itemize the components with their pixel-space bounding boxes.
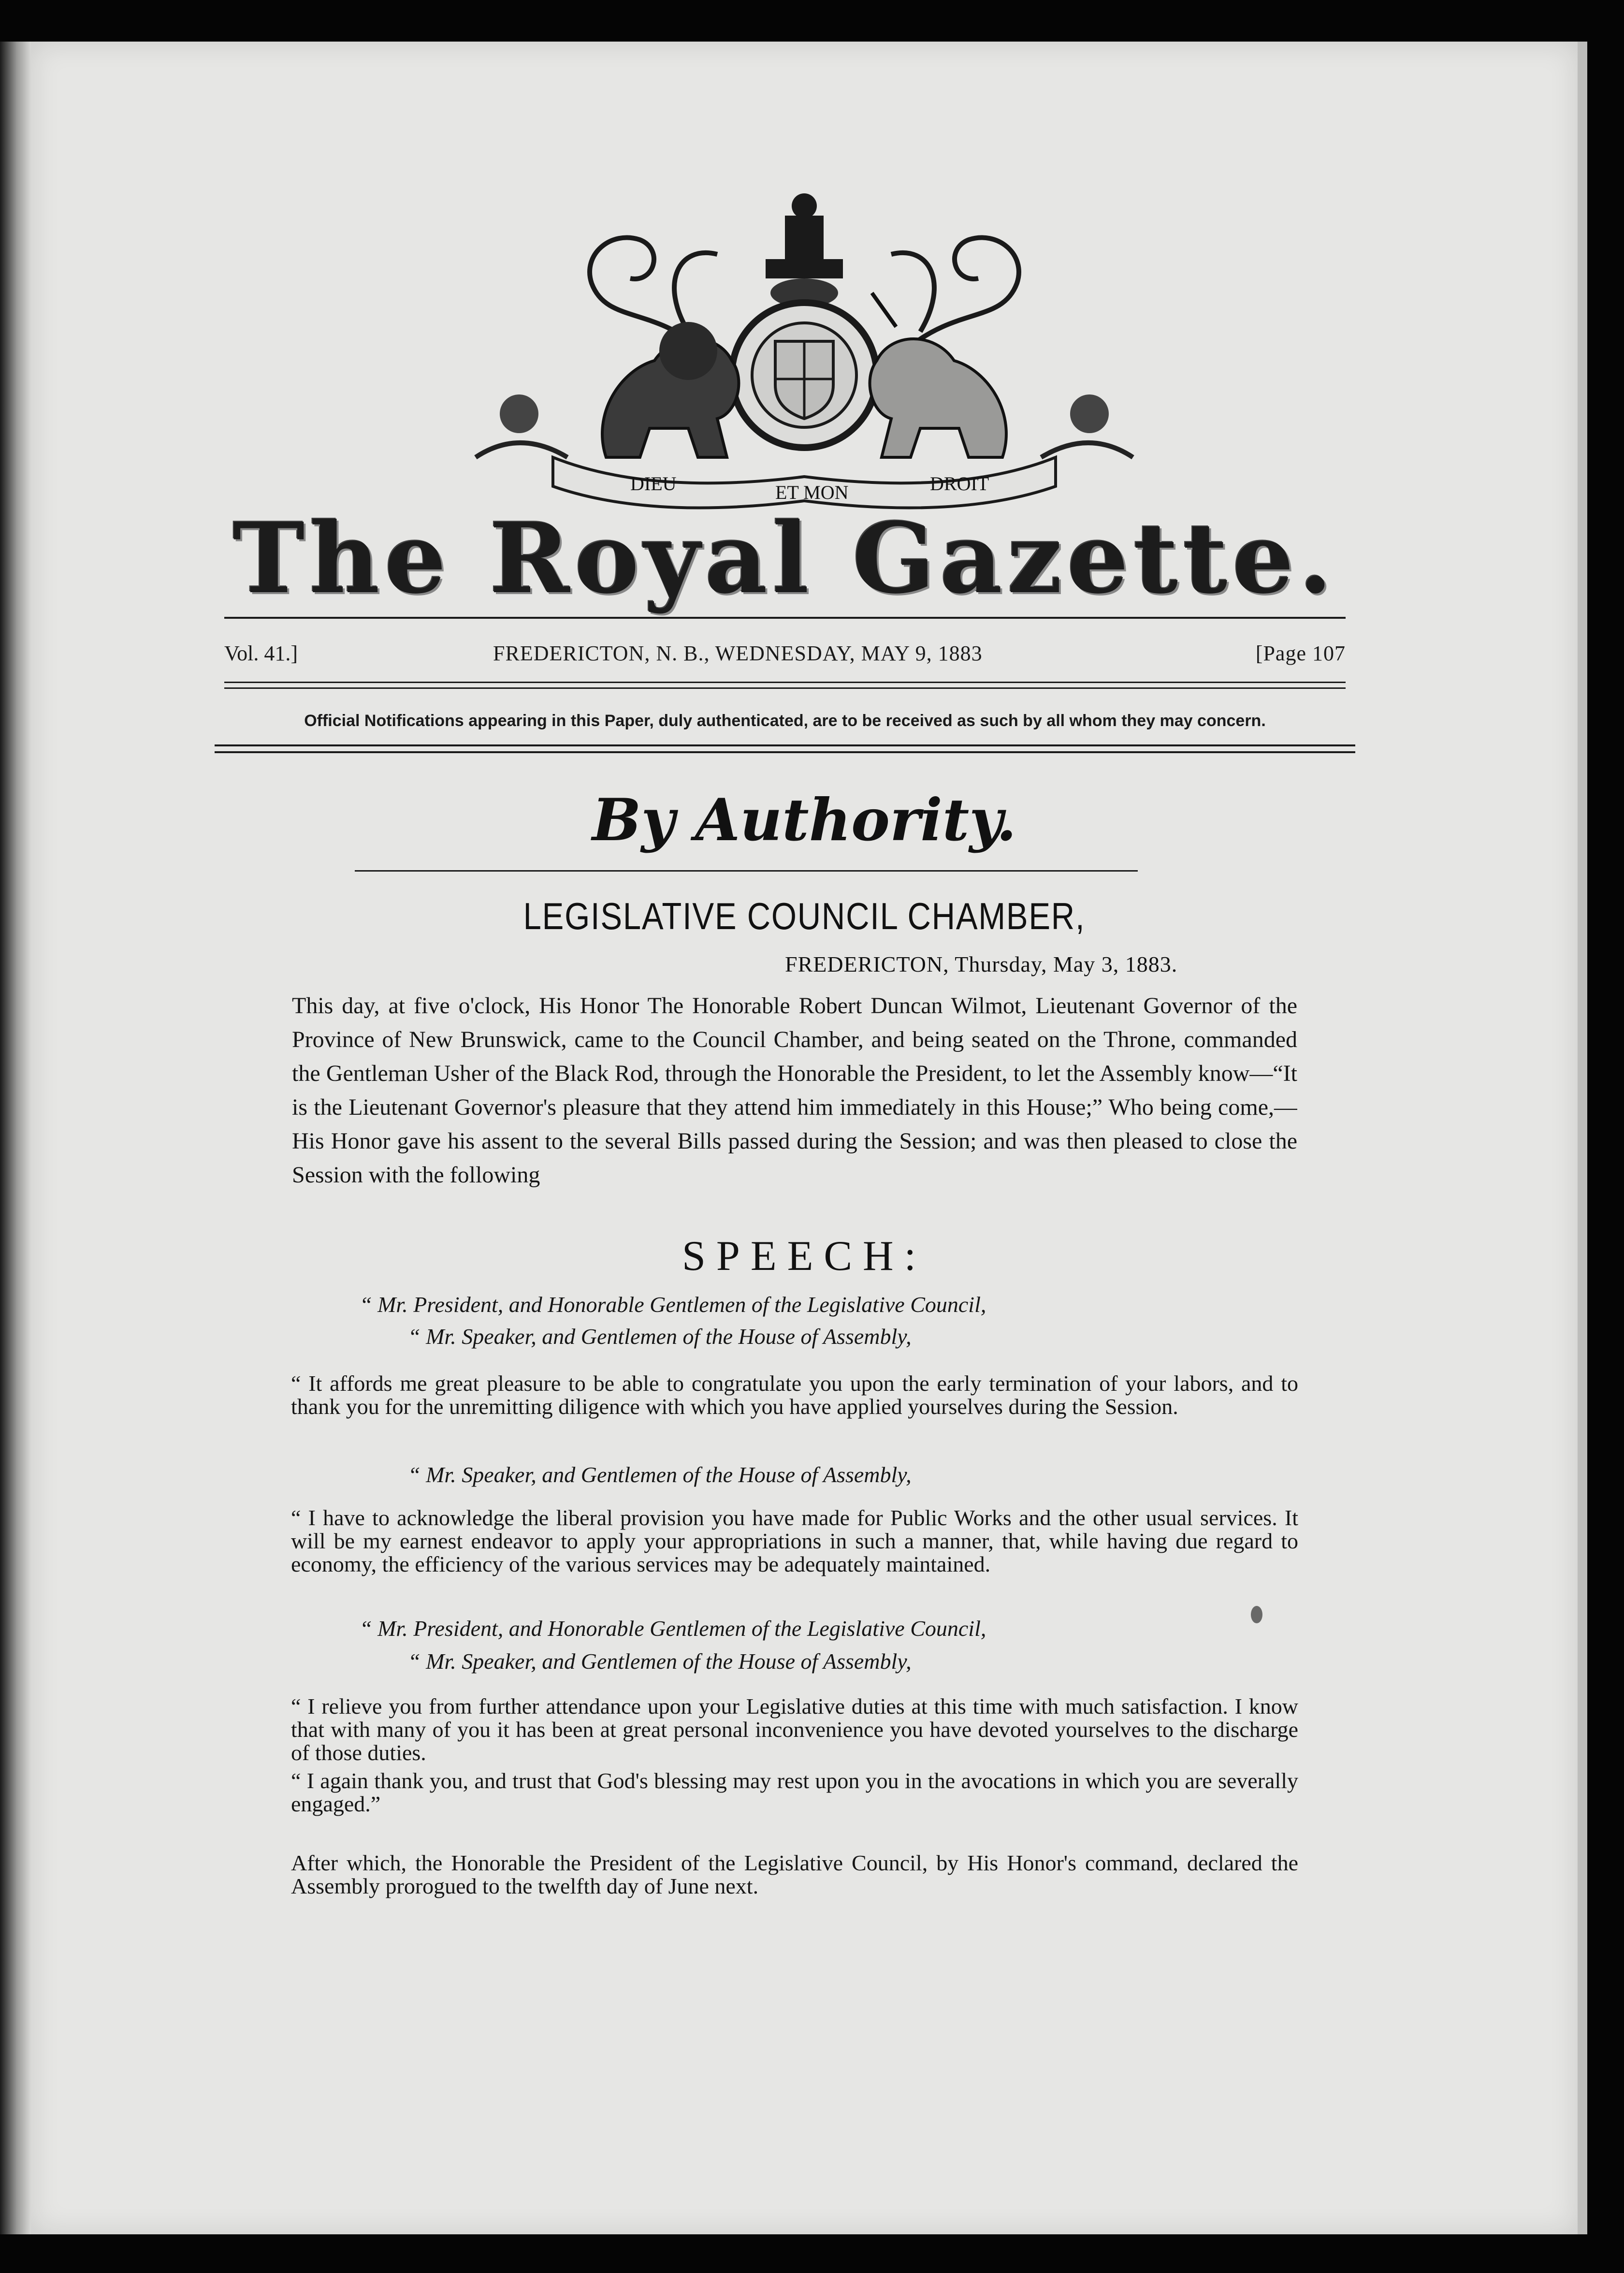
page-edge [1578,42,1587,2234]
ink-smudge [1251,1606,1262,1623]
official-notice: Official Notifications appearing in this Paper, duly authenticated, are to be received as such by all whom they may concern. [304,712,1266,730]
speech-paragraph-3: “ I relieve you from further attendance upon your Legislative duties at this time with much satisfaction. I know that with many of you it has been at great personal inconvenience you have devoted yourselves to the discharge of those duties. [291,1695,1298,1765]
masthead-title: The Royal Gazette. [232,502,1337,615]
salutation-assembly-3: “ Mr. Speaker, and Gentlemen of the House of Assembly, [408,1649,912,1674]
binding-edge [0,42,31,2234]
page-number: [Page 107 [1255,641,1346,665]
royal-coat-of-arms-icon [447,187,1162,515]
dateline [224,641,1346,670]
intro-paragraph: This day, at five o'clock, His Honor The Honorable Robert Duncan Wilmot, Lieutenant Governor of the Province of New Brunswick, came to the Council Chamber, and being seated on the Throne, commanded the Gentleman Usher of the Black Rod, through the Honorable the President, to let the Assembly know—“It is the Lieutenant Governor's pleasure that they attend him immediately in this House;” Who being come,—His Honor gave his assent to the several Bills passed during the Session; and was then pleased to close the Session with the following [292,993,1297,1188]
salutation-assembly: “ Mr. Speaker, and Gentlemen of the House of Assembly, [408,1324,912,1349]
meeting-date: FREDERICTON, Thursday, May 3, 1883. [785,952,1178,976]
dateline-rule [224,682,1346,683]
speech-paragraph-2: “ I have to acknowledge the liberal provision you have made for Public Works and the other usual services. It will be my earnest endeavor to apply your appropriations in such a manner, that, while having due regard to economy, the efficiency of the various services may be adequately maintained. [291,1506,1298,1576]
speech-paragraph-1: “ It affords me great pleasure to be able to congratulate you upon the early termination of your labors, and to thank you for the unremitting diligence with which you have applied yourselves during the Session. [291,1372,1298,1419]
motto-dieu: DIEU [630,473,677,495]
notice-rule [215,744,1355,746]
volume-number: Vol. 41.] [224,641,298,665]
legislative-council-heading: LEGISLATIVE COUNCIL CHAMBER, [523,895,1086,937]
motto-et-mon: ET MON [775,481,849,503]
dateline-rule-double [224,687,1346,689]
masthead-rule [224,617,1346,619]
authority-rule [355,870,1138,872]
closing-paragraph: After which, the Honorable the President of the Legislative Council, by His Honor's command, declared the Assembly prorogued to the twelfth day of June next. [291,1851,1298,1898]
salutation-assembly-2: “ Mr. Speaker, and Gentlemen of the House of Assembly, [408,1462,912,1487]
notice-rule-double [215,751,1355,753]
speech-heading: SPEECH: [682,1233,927,1280]
gazette-page [31,42,1578,2234]
by-authority-heading: By Authority. [592,786,1016,854]
place-and-date: FREDERICTON, N. B., WEDNESDAY, MAY 9, 1883 [493,641,983,665]
salutation-council: “ Mr. President, and Honorable Gentlemen of the Legislative Council, [360,1292,986,1317]
motto-droit: DROIT [930,473,989,495]
speech-paragraph-4: “ I again thank you, and trust that God's blessing may rest upon you in the avocations in which you are severally engaged.” [291,1769,1298,1816]
salutation-council-2: “ Mr. President, and Honorable Gentlemen of the Legislative Council, [360,1616,986,1641]
